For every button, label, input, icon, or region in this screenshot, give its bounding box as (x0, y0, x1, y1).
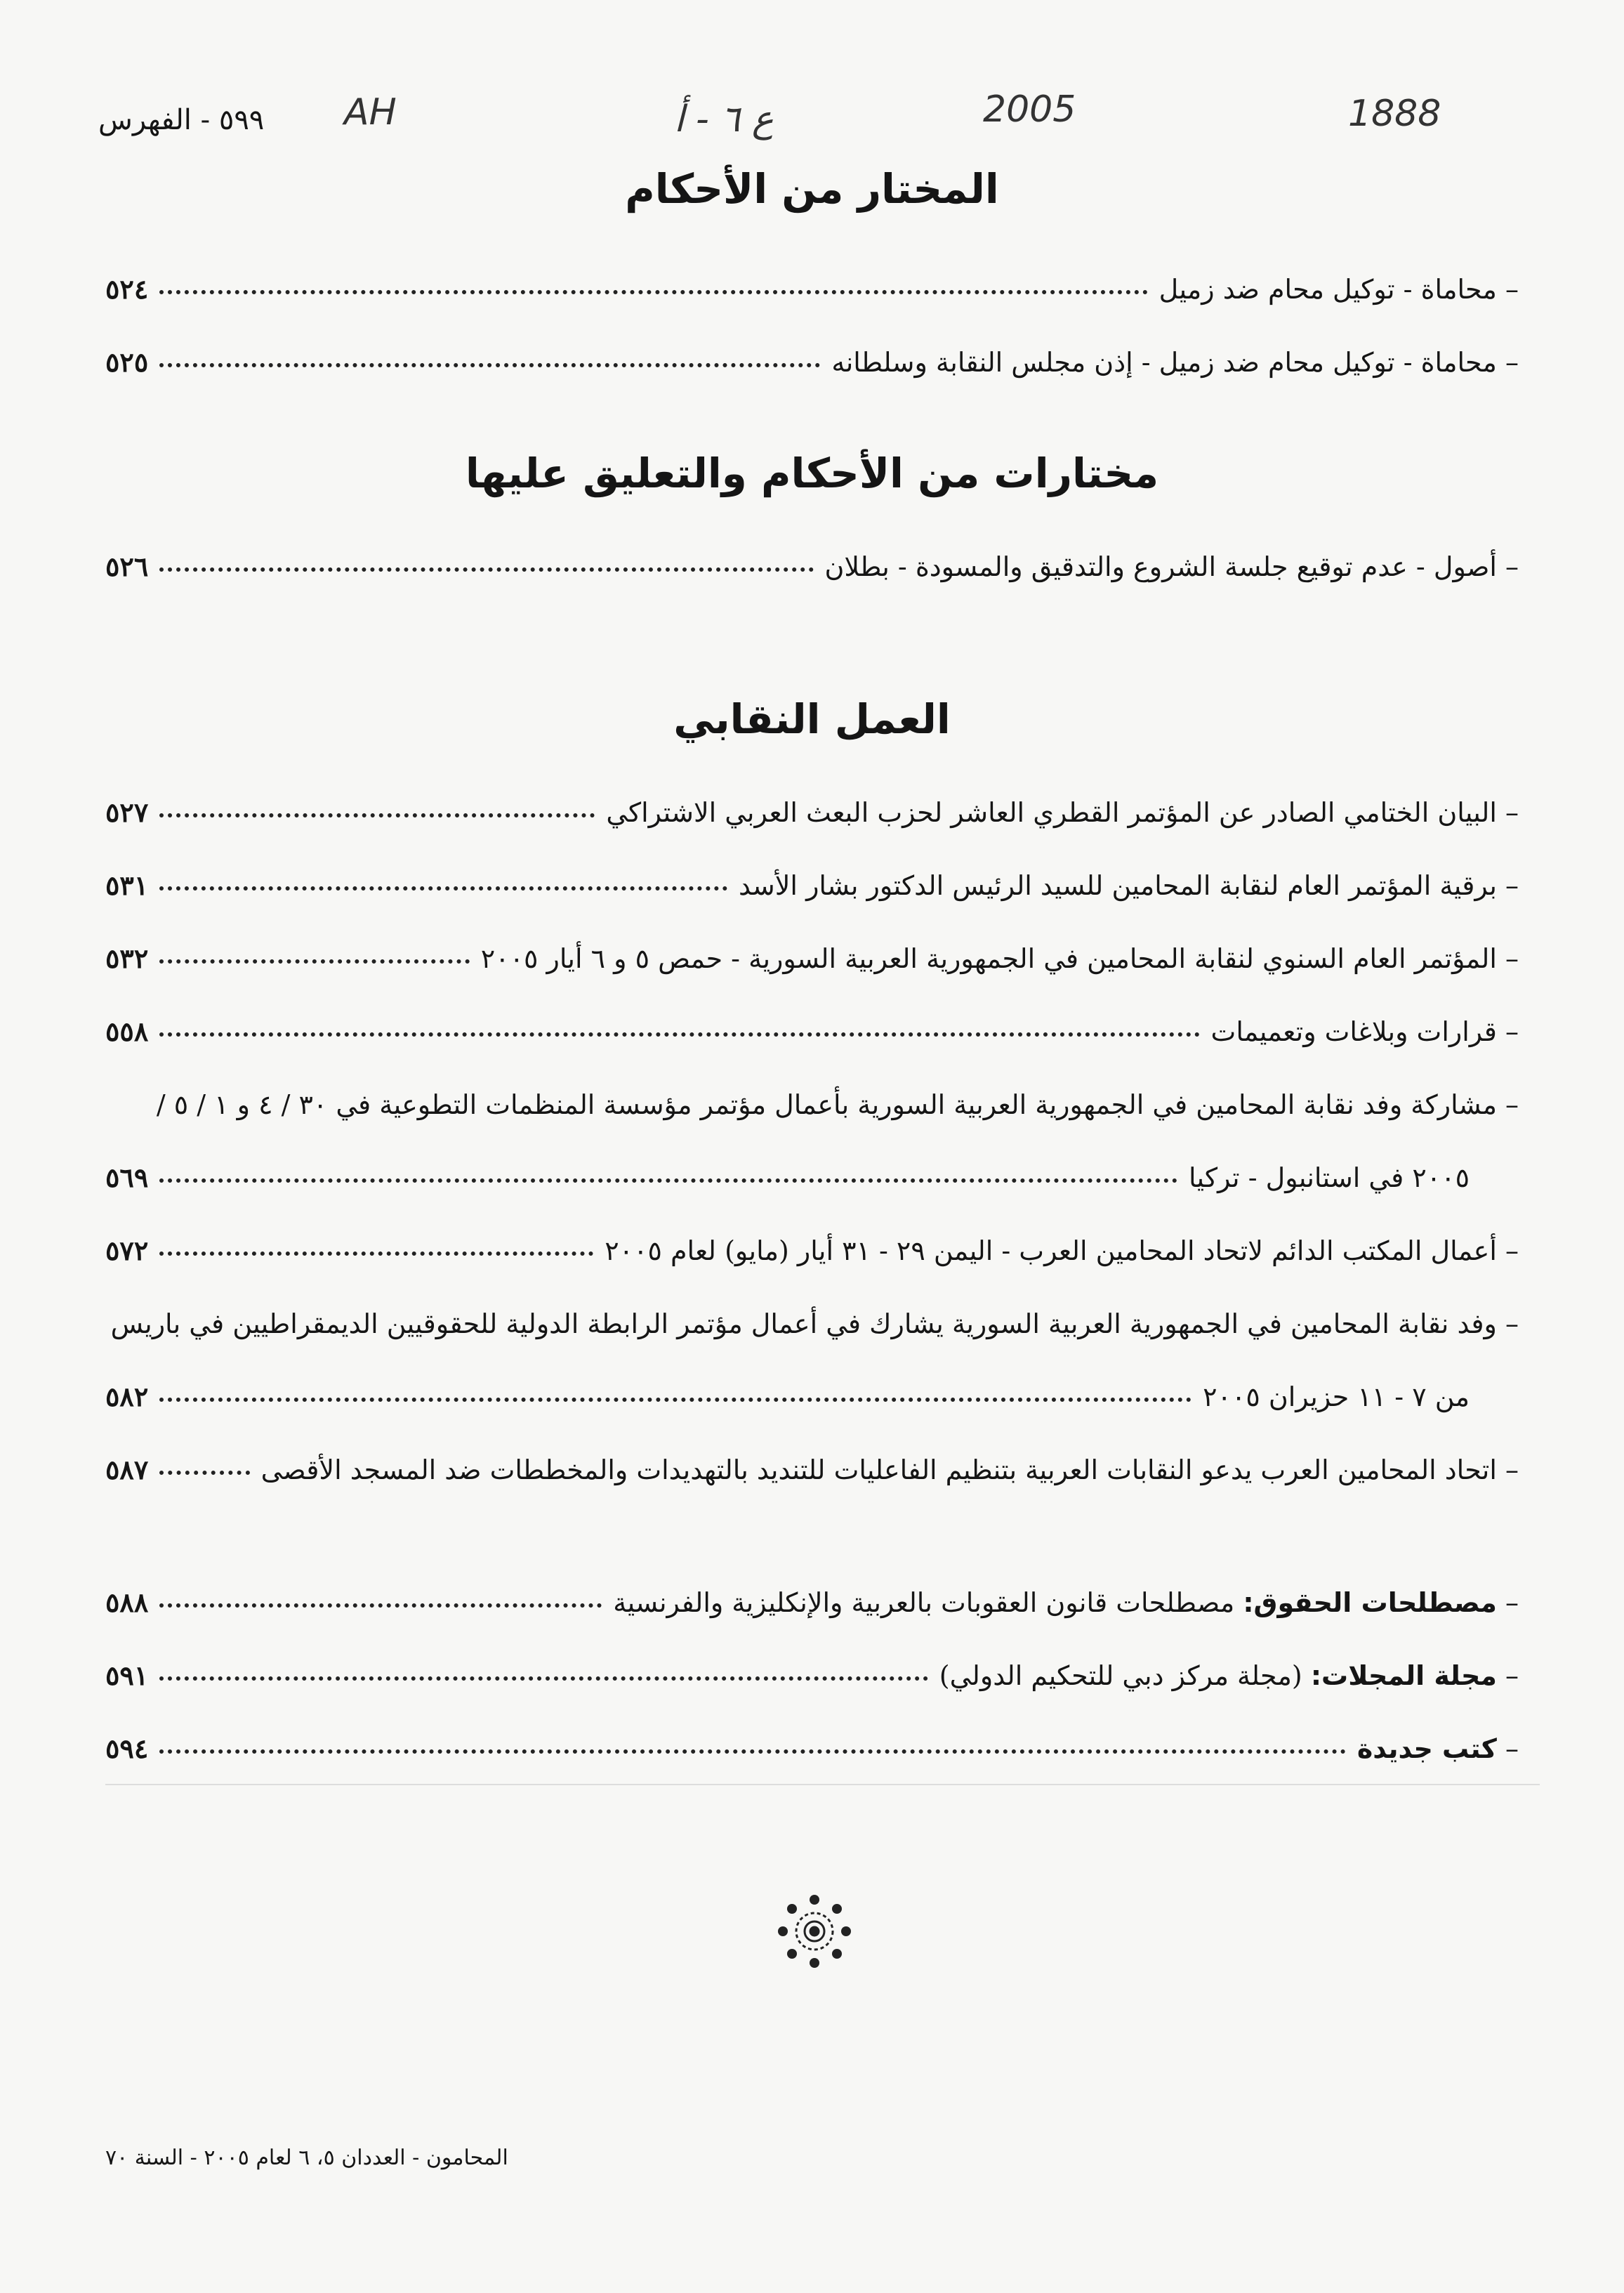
toc-entry[interactable] (105, 776, 1519, 849)
entry-text: – المؤتمر العام السنوي لنقابة المحامين في الجمهورية العربية السورية - حمص ٥ و ٦ أيار ٢٠٠٥ (480, 943, 1519, 974)
entry-text: – مجلة المجلات: (مجلة مركز دبي للتحكيم الدولي) (939, 1660, 1519, 1691)
entry-continuation-text: ٢٠٠٥ في استانبول - تركيا (1188, 1162, 1470, 1193)
page-number: ٥٢٧ (105, 796, 149, 828)
page-number: ٥٨٨ (105, 1586, 149, 1618)
toc-entry[interactable] (105, 1068, 1519, 1214)
handwritten-initials: AH (344, 91, 397, 133)
page-footer: المحامون - العددان ٥، ٦ لعام ٢٠٠٥ - السنة ٧٠ (105, 2146, 508, 2170)
dot-leader (159, 1251, 593, 1256)
entry-lead: مجلة المجلات: (1310, 1660, 1497, 1691)
entry-text: – أصول - عدم توقيع جلسة الشروع والتدقيق والمسودة - بطلان (824, 551, 1519, 582)
toc-list-union-work (105, 776, 1519, 1506)
entry-text: – قرارات وبلاغات وتعميمات (1210, 1016, 1519, 1047)
toc-entry[interactable] (105, 1214, 1519, 1287)
faint-divider (105, 1784, 1540, 1785)
page-number: ٥٦٩ (105, 1162, 149, 1193)
entry-text: – برقية المؤتمر العام لنقابة المحامين للسيد الرئيس الدكتور بشار الأسد (738, 870, 1519, 901)
handwritten-number: 1888 (1348, 93, 1441, 135)
dot-leader (159, 567, 813, 572)
entry-text: – البيان الختامي الصادر عن المؤتمر القطري العاشر لحزب البعث العربي الاشتراكي (606, 797, 1519, 828)
page-number: ٥٧٢ (105, 1235, 149, 1266)
page-number: ٥٣١ (105, 869, 149, 901)
entry-continuation (105, 1360, 1519, 1433)
entry-continuation-text: من ٧ - ١١ حزيران ٢٠٠٥ (1203, 1381, 1470, 1412)
dot-leader (159, 1603, 602, 1608)
dot-leader (159, 1178, 1177, 1183)
dot-leader (159, 290, 1147, 294)
page-header (0, 88, 1624, 155)
page-number: ٥٨٧ (105, 1454, 149, 1485)
toc-entry[interactable] (105, 849, 1519, 922)
entry-text: – اتحاد المحامين العرب يدعو النقابات العربية بتنظيم الفاعليات للتنديد بالتهديدات والمخططات ضد المسجد الأقصى (260, 1454, 1519, 1485)
running-head: ٥٩٩ - الفهرس (98, 104, 265, 136)
toc-list-rulings (105, 253, 1519, 399)
toc-entry[interactable] (105, 253, 1519, 326)
section-title-selected-rulings: مختارات من الأحكام والتعليق عليها (465, 449, 1159, 497)
entry-continuation (105, 1141, 1519, 1214)
toc-entry[interactable] (105, 1639, 1519, 1712)
dot-leader (159, 959, 470, 964)
entry-text: – محاماة - توكيل محام ضد زميل - إذن مجلس النقابة وسلطانه (831, 347, 1519, 378)
entry-lead: كتب جديدة (1356, 1733, 1497, 1764)
entry-text: – كتب جديدة (1356, 1733, 1519, 1764)
floral-ornament-icon (776, 1893, 853, 1970)
toc-entry[interactable] (105, 995, 1519, 1068)
dot-leader (159, 813, 595, 817)
dot-leader (159, 363, 820, 367)
page-number: ٥٨٢ (105, 1381, 149, 1412)
entry-text: – وفد نقابة المحامين في الجمهورية العربية السورية يشارك في أعمال مؤتمر الرابطة الدولية للحقوقيين الديمقراطيين في باريس (110, 1308, 1519, 1339)
toc-entry[interactable] (105, 1433, 1519, 1506)
toc-entry[interactable] (105, 530, 1519, 603)
entry-lead: مصطلحات الحقوق: (1243, 1587, 1497, 1618)
section-title-union-work: العمل النقابي (673, 695, 951, 743)
toc-entry[interactable] (105, 326, 1519, 399)
dot-leader (159, 886, 727, 891)
page-number: ٥٢٦ (105, 551, 149, 582)
entry-text: – أعمال المكتب الدائم لاتحاد المحامين العرب - اليمن ٢٩ - ٣١ أيار (مايو) لعام ٢٠٠٥ (605, 1235, 1519, 1266)
toc-entry[interactable] (105, 1287, 1519, 1433)
dot-leader (159, 1471, 249, 1475)
toc-list-misc (105, 1566, 1519, 1785)
page-number: ٥٣٢ (105, 942, 149, 974)
toc-entry[interactable] (105, 1712, 1519, 1785)
dot-leader (159, 1676, 928, 1681)
dot-leader (159, 1398, 1191, 1402)
page-number: ٥٢٥ (105, 346, 149, 378)
entry-detail: (مجلة مركز دبي للتحكيم الدولي) (939, 1660, 1302, 1691)
entry-text: – محاماة - توكيل محام ضد زميل (1158, 274, 1519, 305)
toc-entry[interactable] (105, 922, 1519, 995)
page-number: ٥٩١ (105, 1660, 149, 1691)
handwritten-code: ع ٦ - أ (674, 98, 774, 140)
handwritten-year: 2005 (983, 88, 1076, 131)
entry-text: – مشاركة وفد نقابة المحامين في الجمهورية العربية السورية بأعمال مؤتمر مؤسسة المنظمات التطوعية في ٣٠ / ٤ و ١ / ٥ / (156, 1089, 1519, 1120)
page-number: ٥٥٨ (105, 1016, 149, 1047)
entry-text: – مصطلحات الحقوق: مصطلحات قانون العقوبات بالعربية والإنكليزية والفرنسية (613, 1587, 1519, 1618)
page-number: ٥٩٤ (105, 1733, 149, 1764)
dot-leader (159, 1749, 1346, 1754)
toc-list-selected-rulings (105, 530, 1519, 603)
toc-entry[interactable] (105, 1566, 1519, 1639)
dot-leader (159, 1032, 1199, 1037)
page-number: ٥٢٤ (105, 273, 149, 305)
entry-detail: مصطلحات قانون العقوبات بالعربية والإنكليزية والفرنسية (613, 1587, 1235, 1618)
section-title-rulings: المختار من الأحكام (625, 165, 999, 213)
